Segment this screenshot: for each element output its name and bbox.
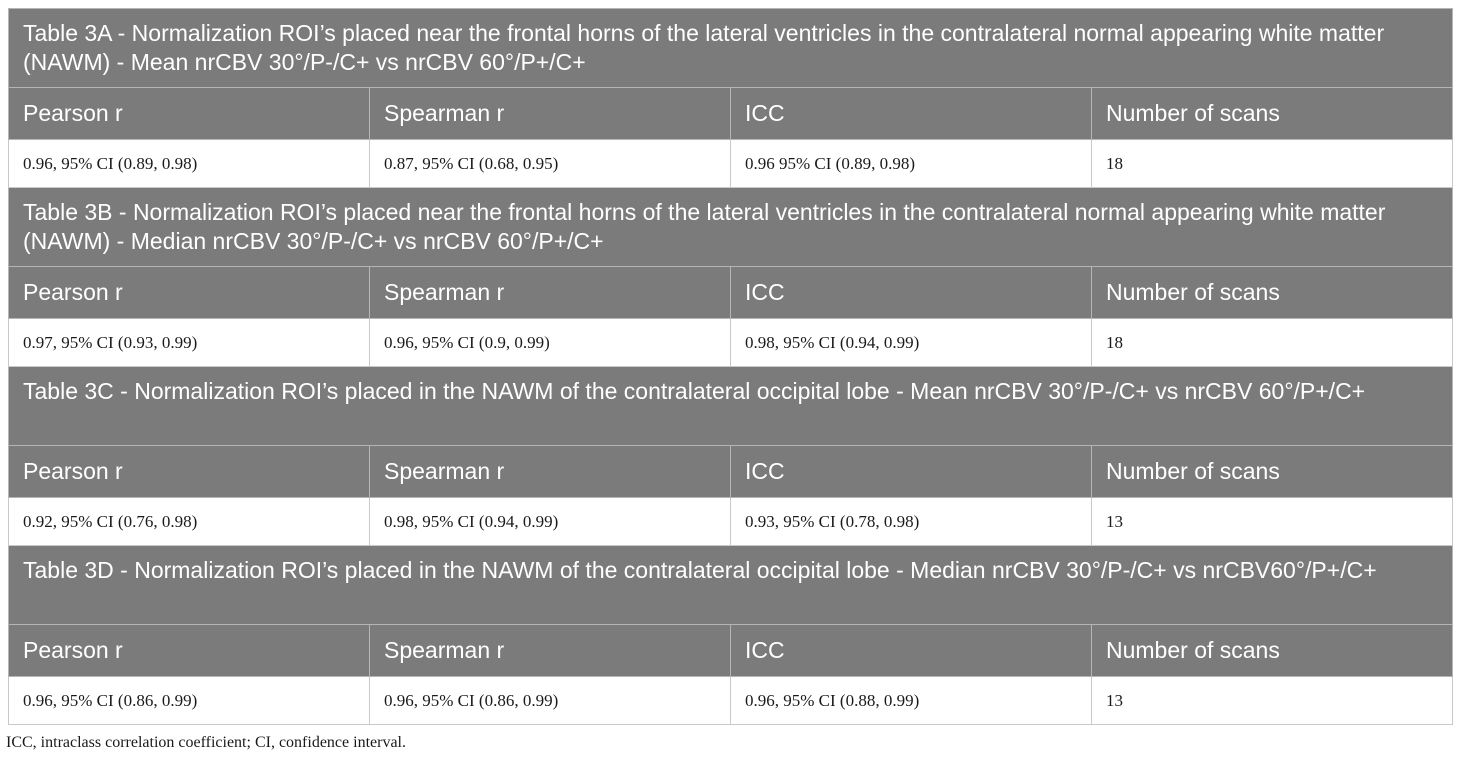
cell-spearman: 0.96, 95% CI (0.9, 0.99) (370, 319, 731, 367)
header-spearman: Spearman r (370, 625, 731, 677)
header-pearson: Pearson r (9, 267, 370, 319)
table-footnote: ICC, intraclass correlation coefficient; CI, confidence interval. (6, 734, 406, 751)
header-spearman: Spearman r (370, 88, 731, 140)
cell-number-of-scans: 18 (1092, 140, 1453, 188)
header-number-of-scans: Number of scans (1092, 267, 1453, 319)
cell-number-of-scans: 13 (1092, 498, 1453, 546)
section-title-row (9, 546, 1453, 625)
cell-spearman: 0.96, 95% CI (0.86, 0.99) (370, 677, 731, 725)
page (8, 8, 1452, 725)
table-row (9, 677, 1453, 725)
header-number-of-scans: Number of scans (1092, 625, 1453, 677)
cell-pearson: 0.96, 95% CI (0.89, 0.98) (9, 140, 370, 188)
header-spearman: Spearman r (370, 446, 731, 498)
column-header-row (9, 88, 1453, 140)
section-title-row (9, 9, 1453, 88)
header-pearson: Pearson r (9, 88, 370, 140)
section-title-row (9, 188, 1453, 267)
table-row (9, 140, 1453, 188)
cell-pearson: 0.96, 95% CI (0.86, 0.99) (9, 677, 370, 725)
column-header-row (9, 267, 1453, 319)
header-icc: ICC (731, 267, 1092, 319)
cell-icc: 0.98, 95% CI (0.94, 0.99) (731, 319, 1092, 367)
header-icc: ICC (731, 625, 1092, 677)
cell-spearman: 0.87, 95% CI (0.68, 0.95) (370, 140, 731, 188)
cell-spearman: 0.98, 95% CI (0.94, 0.99) (370, 498, 731, 546)
header-icc: ICC (731, 446, 1092, 498)
header-pearson: Pearson r (9, 625, 370, 677)
table-3c-title: Table 3C - Normalization ROI’s placed in the NAWM of the contralateral occipital lobe - Mean nrCBV 30°/P-/C+ vs nrCBV 60°/P+/C+ (9, 367, 1453, 446)
cell-pearson: 0.97, 95% CI (0.93, 0.99) (9, 319, 370, 367)
cell-pearson: 0.92, 95% CI (0.76, 0.98) (9, 498, 370, 546)
table-3d-title: Table 3D - Normalization ROI’s placed in the NAWM of the contralateral occipital lobe - Median nrCBV 30°/P-/C+ vs nrCBV60°/P+/C+ (9, 546, 1453, 625)
column-header-row (9, 625, 1453, 677)
cell-number-of-scans: 13 (1092, 677, 1453, 725)
header-number-of-scans: Number of scans (1092, 446, 1453, 498)
header-icc: ICC (731, 88, 1092, 140)
results-table (8, 8, 1453, 725)
column-header-row (9, 446, 1453, 498)
table-3b-title: Table 3B - Normalization ROI’s placed near the frontal horns of the lateral ventricles in the contralateral normal appearing white matter (NAWM) - Median nrCBV 30°/P-/C+ vs nrCBV 60°/P+/C+ (9, 188, 1453, 267)
cell-number-of-scans: 18 (1092, 319, 1453, 367)
section-title-row (9, 367, 1453, 446)
table-3a-title: Table 3A - Normalization ROI’s placed near the frontal horns of the lateral ventricles in the contralateral normal appearing white matter (NAWM) - Mean nrCBV 30°/P-/C+ vs nrCBV 60°/P+/C+ (9, 9, 1453, 88)
header-number-of-scans: Number of scans (1092, 88, 1453, 140)
cell-icc: 0.96 95% CI (0.89, 0.98) (731, 140, 1092, 188)
cell-icc: 0.96, 95% CI (0.88, 0.99) (731, 677, 1092, 725)
table-row (9, 498, 1453, 546)
cell-icc: 0.93, 95% CI (0.78, 0.98) (731, 498, 1092, 546)
table-row (9, 319, 1453, 367)
header-spearman: Spearman r (370, 267, 731, 319)
header-pearson: Pearson r (9, 446, 370, 498)
